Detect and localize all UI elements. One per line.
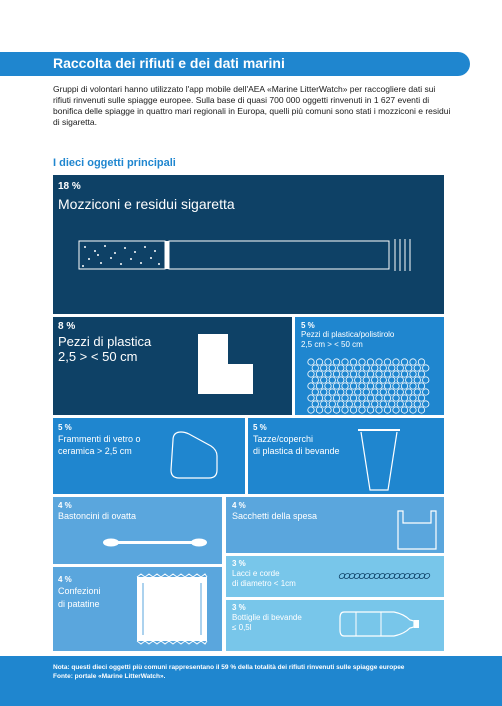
tile-cotton-buds-label: Bastoncini di ovatta [58,511,137,521]
tile-cups-pct: 5 % [253,423,267,432]
page-title: Raccolta dei rifiuti e dei dati marini [53,55,285,71]
tile-glass-fragments [53,418,245,494]
tile-cigarettes [53,175,444,314]
shopping-bag-icon [226,497,444,553]
tile-bottles-pct: 3 % [232,603,246,612]
tile-bottles-label: Bottiglie di bevande ≤ 0,5l [232,613,302,632]
tile-plastic-pieces-pct: 8 % [58,321,76,332]
tile-polystyrene-pct: 5 % [301,321,315,330]
footer [0,656,502,706]
tile-cotton-buds-pct: 4 % [58,501,72,510]
footer-source: Fonte: portale «Marine LitterWatch». [53,673,166,680]
tile-bags-pct: 4 % [232,501,246,510]
glass-fragment-icon [53,418,245,494]
footer-note: Nota: questi dieci oggetti più comuni rappresentano il 59 % della totalità dei rifiuti rinvenuti sulle spiagge europee [53,664,405,671]
tile-ropes-pct: 3 % [232,559,246,568]
polystyrene-beads-icon [295,317,444,415]
tile-cigarettes-label: Mozziconi e residui sigaretta [58,196,235,212]
tile-polystyrene-label: Pezzi di plastica/polistirolo 2,5 cm > < 50 cm [301,330,395,349]
tile-bottles [226,600,444,651]
section-title: I dieci oggetti principali [53,157,176,169]
tile-cotton-buds [53,497,222,564]
tile-plastic-pieces [53,317,292,415]
plastic-piece-icon [53,317,292,415]
tile-crisps-label: Confezioni di patatine [58,586,101,609]
cigarette-icon [53,175,444,314]
tile-crisp-packets [53,567,222,651]
tile-plastic-pieces-label: Pezzi di plastica 2,5 > < 50 cm [58,334,152,364]
tile-cups-label: Tazze/coperchi di plastica di bevande [253,434,340,456]
tile-ropes-label: Lacci e corde di diametro < 1cm [232,569,296,588]
rope-icon [226,556,444,597]
intro-text: Gruppi di volontari hanno utilizzato l'app mobile dell'AEA «Marine LitterWatch» per raccogliere dati sui rifiuti rinvenuti sulle spiagge europee. Sulla base di quasi 700 000 oggetti rinvenuti in 1 627 eventi di bonifica delle spiagge in quattro mari regionali in Europa, quelli più comuni sono stati i mozziconi e residui di sigaretta. [53,84,451,127]
crisp-packet-icon [53,567,222,651]
bottle-icon [226,600,444,651]
tile-ropes [226,556,444,597]
tile-shopping-bags [226,497,444,553]
tile-cigarettes-pct: 18 % [58,181,81,192]
tile-cups-lids [248,418,444,494]
cotton-bud-icon [53,497,222,564]
title-bar [0,52,470,76]
cup-icon [248,418,444,494]
tile-glass-pct: 5 % [58,423,72,432]
tile-crisps-pct: 4 % [58,575,72,584]
tile-bags-label: Sacchetti della spesa [232,511,318,521]
tile-glass-label: Frammenti di vetro o ceramica > 2,5 cm [58,434,141,456]
tile-polystyrene [295,317,444,415]
